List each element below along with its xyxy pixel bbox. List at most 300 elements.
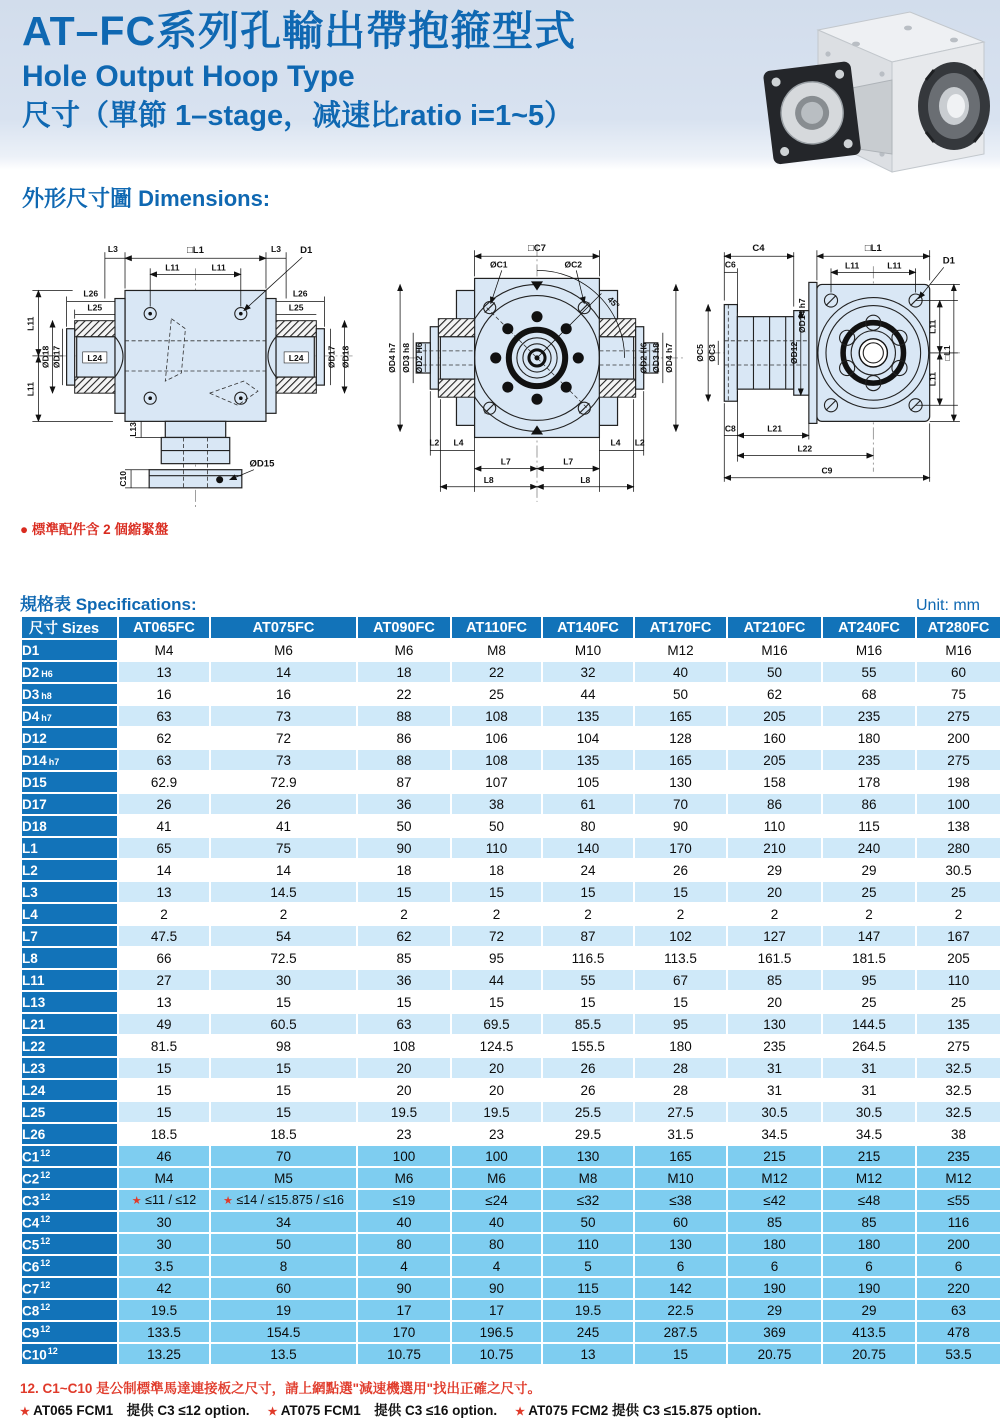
spec-value: 63 xyxy=(119,750,209,770)
spec-value: 73 xyxy=(211,750,356,770)
dim-label: L11 xyxy=(887,260,902,271)
spec-value: 30 xyxy=(119,1234,209,1254)
spec-value: 190 xyxy=(728,1278,821,1298)
dim-label: ØD17 xyxy=(326,345,337,369)
row-label: D3 h8 xyxy=(22,684,117,704)
spec-value: 20 xyxy=(452,1058,541,1078)
dimensions-heading: 外形尺寸圖 Dimensions: xyxy=(22,186,271,211)
table-row xyxy=(22,1014,1000,1034)
dim-label: ØD3 h8 xyxy=(401,342,412,373)
spec-value: 240 xyxy=(823,838,915,858)
dim-label: L13 xyxy=(128,422,139,437)
spec-value: 140 xyxy=(543,838,633,858)
dim-label: □L1 xyxy=(941,345,952,361)
spec-value: 155.5 xyxy=(543,1036,633,1056)
spec-value: 44 xyxy=(452,970,541,990)
footnote-c1-c10: 12. C1~C10 是公制標準馬達連接板之尺寸，請上網點選"減速機選用"找出正確之尺寸。 xyxy=(20,1381,541,1396)
spec-value: 30.5 xyxy=(823,1102,915,1122)
dim-label: L7 xyxy=(500,456,511,467)
spec-value: 15 xyxy=(635,992,726,1012)
table-row xyxy=(22,1102,1000,1122)
row-label: L21 xyxy=(22,1014,117,1034)
spec-value: 14.5 xyxy=(211,882,356,902)
spec-value: 86 xyxy=(358,728,450,748)
spec-value: 25 xyxy=(823,882,915,902)
dim-label: L3 xyxy=(107,244,118,255)
spec-value: 198 xyxy=(917,772,1000,792)
spec-value: 6 xyxy=(823,1256,915,1276)
dim-label: ØD4 h7 xyxy=(387,342,398,373)
spec-value: 18.5 xyxy=(211,1124,356,1144)
accessory-note: ● 標準配件含 2 個縮緊盤 xyxy=(20,522,169,537)
star-icon: ★ xyxy=(131,1195,142,1207)
spec-value: 2 xyxy=(823,904,915,924)
table-row xyxy=(22,1146,1000,1166)
spec-value: 205 xyxy=(728,750,821,770)
dim-label: L11 xyxy=(211,262,226,273)
spec-value: 26 xyxy=(119,794,209,814)
spec-value: 90 xyxy=(358,1278,450,1298)
table-row xyxy=(22,992,1000,1012)
spec-value: 19 xyxy=(211,1300,356,1320)
spec-value: 31 xyxy=(728,1080,821,1100)
spec-value: 50 xyxy=(358,816,450,836)
table-row xyxy=(22,684,1000,704)
spec-value: 15 xyxy=(119,1080,209,1100)
spec-value: 29 xyxy=(823,1300,915,1320)
spec-value: 20.75 xyxy=(728,1344,821,1364)
spec-value: 55 xyxy=(543,970,633,990)
row-label: L3 xyxy=(22,882,117,902)
spec-value: 115 xyxy=(543,1278,633,1298)
specs-table-header xyxy=(22,617,1000,638)
spec-value: 28 xyxy=(635,1058,726,1078)
dim-label: ØC1 xyxy=(489,259,508,270)
spec-value: M16 xyxy=(917,640,1000,660)
row-label: L23 xyxy=(22,1058,117,1078)
spec-value: 29 xyxy=(728,1300,821,1320)
spec-value: 41 xyxy=(119,816,209,836)
spec-value: 19.5 xyxy=(358,1102,450,1122)
spec-value: 69.5 xyxy=(452,1014,541,1034)
specs-table-body xyxy=(22,640,1000,1364)
footnote-option: ★ AT065 FCM1 提供 C3 ≤12 option. xyxy=(20,1403,250,1418)
spec-value: 16 xyxy=(119,684,209,704)
spec-value: 133.5 xyxy=(119,1322,209,1342)
spec-value: 17 xyxy=(358,1300,450,1320)
dim-label: L8 xyxy=(580,474,591,485)
spec-value: 200 xyxy=(917,1234,1000,1254)
spec-value: 49 xyxy=(119,1014,209,1034)
row-label: D2 H6 xyxy=(22,662,117,682)
spec-value: 15 xyxy=(211,1058,356,1078)
spec-value: 178 xyxy=(823,772,915,792)
spec-value: M12 xyxy=(728,1168,821,1188)
spec-value: 2 xyxy=(917,904,1000,924)
spec-value: 40 xyxy=(452,1212,541,1232)
spec-value: 8 xyxy=(211,1256,356,1276)
spec-value: 478 xyxy=(917,1322,1000,1342)
dim-label: L21 xyxy=(767,423,782,434)
spec-value: 60 xyxy=(917,662,1000,682)
spec-value: 34 xyxy=(211,1212,356,1232)
spec-value: 61 xyxy=(543,794,633,814)
spec-value: 47.5 xyxy=(119,926,209,946)
front-view-drawing xyxy=(12,222,380,514)
spec-value: 205 xyxy=(917,948,1000,968)
spec-value: 30 xyxy=(211,970,356,990)
spec-value: 15 xyxy=(211,1102,356,1122)
table-row xyxy=(22,662,1000,682)
row-label: $C4^{12}$ xyxy=(22,1212,117,1232)
spec-value: 2 xyxy=(728,904,821,924)
star-icon: ★ xyxy=(267,1406,278,1418)
spec-value: 20.75 xyxy=(823,1344,915,1364)
dim-label: C8 xyxy=(724,423,736,434)
table-row xyxy=(22,750,1000,770)
dim-label: L4 xyxy=(610,437,621,448)
dim-label: L2 xyxy=(634,437,645,448)
spec-value: 26 xyxy=(635,860,726,880)
dim-label: L11 xyxy=(25,382,36,397)
spec-value: M6 xyxy=(358,640,450,660)
spec-value: 116 xyxy=(917,1212,1000,1232)
row-label: L25 xyxy=(22,1102,117,1122)
spec-value: 130 xyxy=(635,1234,726,1254)
spec-value: 19.5 xyxy=(543,1300,633,1320)
model-column-header: AT240FC xyxy=(823,617,915,638)
spec-value: M12 xyxy=(917,1168,1000,1188)
spec-value: 22 xyxy=(452,662,541,682)
spec-value: 210 xyxy=(728,838,821,858)
spec-value: 68 xyxy=(823,684,915,704)
row-label: L8 xyxy=(22,948,117,968)
spec-value: 100 xyxy=(452,1146,541,1166)
spec-value: 25 xyxy=(823,992,915,1012)
spec-value: 18 xyxy=(358,662,450,682)
spec-value: 180 xyxy=(635,1036,726,1056)
spec-value: 85 xyxy=(728,970,821,990)
table-row xyxy=(22,838,1000,858)
spec-value: 32.5 xyxy=(917,1058,1000,1078)
spec-value: 73 xyxy=(211,706,356,726)
spec-value: 72.9 xyxy=(211,772,356,792)
row-label: $C9^{12}$ xyxy=(22,1322,117,1342)
spec-value: 63 xyxy=(917,1300,1000,1320)
spec-value: 15 xyxy=(452,882,541,902)
spec-value: 108 xyxy=(452,750,541,770)
row-label: D17 xyxy=(22,794,117,814)
spec-value: 25 xyxy=(452,684,541,704)
model-column-header: AT065FC xyxy=(119,617,209,638)
spec-value: 67 xyxy=(635,970,726,990)
spec-value: 20 xyxy=(728,882,821,902)
spec-value: 180 xyxy=(823,1234,915,1254)
table-row xyxy=(22,1080,1000,1100)
spec-value: 50 xyxy=(728,662,821,682)
dim-label: C6 xyxy=(724,259,736,270)
spec-value: 15 xyxy=(543,992,633,1012)
spec-value: 264.5 xyxy=(823,1036,915,1056)
spec-value: 31.5 xyxy=(635,1124,726,1144)
spec-value: 30.5 xyxy=(728,1102,821,1122)
spec-value: 116.5 xyxy=(543,948,633,968)
spec-value: 6 xyxy=(728,1256,821,1276)
model-column-header: AT075FC xyxy=(211,617,356,638)
spec-value: 31 xyxy=(823,1058,915,1078)
dimension-drawings xyxy=(12,222,988,516)
dim-label: D1 xyxy=(300,245,313,257)
spec-value: 38 xyxy=(917,1124,1000,1144)
spec-value: M12 xyxy=(635,640,726,660)
spec-value: 215 xyxy=(823,1146,915,1166)
spec-value: 32.5 xyxy=(917,1102,1000,1122)
spec-value: 2 xyxy=(211,904,356,924)
spec-value: 63 xyxy=(119,706,209,726)
spec-value: 25 xyxy=(917,882,1000,902)
spec-value: 4 xyxy=(452,1256,541,1276)
table-row xyxy=(22,948,1000,968)
spec-value: 100 xyxy=(917,794,1000,814)
table-row xyxy=(22,1234,1000,1254)
spec-value: 100 xyxy=(358,1146,450,1166)
footnote-option: ★ AT075 FCM1 提供 C3 ≤16 option. xyxy=(267,1403,498,1418)
spec-value: 88 xyxy=(358,750,450,770)
table-row xyxy=(22,640,1000,660)
spec-value: 95 xyxy=(635,1014,726,1034)
spec-value: 50 xyxy=(543,1212,633,1232)
spec-value: 23 xyxy=(452,1124,541,1144)
spec-value: 196.5 xyxy=(452,1322,541,1342)
spec-value: 13.5 xyxy=(211,1344,356,1364)
dim-label: C10 xyxy=(118,470,129,487)
model-column-header: AT110FC xyxy=(452,617,541,638)
spec-value: 55 xyxy=(823,662,915,682)
row-label: D1 xyxy=(22,640,117,660)
spec-value: 63 xyxy=(358,1014,450,1034)
spec-value: M8 xyxy=(543,1168,633,1188)
spec-value: 110 xyxy=(728,816,821,836)
spec-value: 32 xyxy=(543,662,633,682)
spec-value: 62 xyxy=(119,728,209,748)
spec-value: 124.5 xyxy=(452,1036,541,1056)
row-label: D15 xyxy=(22,772,117,792)
row-label: $C10^{12}$ xyxy=(22,1344,117,1364)
page-header xyxy=(22,6,576,134)
table-row xyxy=(22,1278,1000,1298)
dim-label: L4 xyxy=(453,437,464,448)
table-row xyxy=(22,1322,1000,1342)
spec-value: 20 xyxy=(452,1080,541,1100)
dim-label: ØD17 xyxy=(51,345,62,369)
spec-value: 30 xyxy=(119,1212,209,1232)
spec-value: M16 xyxy=(823,640,915,660)
spec-value: 25.5 xyxy=(543,1102,633,1122)
table-row xyxy=(22,1036,1000,1056)
table-row xyxy=(22,1190,1000,1210)
table-row xyxy=(22,882,1000,902)
star-icon: ★ xyxy=(223,1195,233,1207)
dim-label: ØD18 xyxy=(40,345,51,369)
dim-label: ØD3 h8 xyxy=(650,342,661,373)
spec-value: 107 xyxy=(452,772,541,792)
spec-value: 15 xyxy=(119,1102,209,1122)
spec-value: 245 xyxy=(543,1322,633,1342)
product-photo xyxy=(758,2,994,192)
spec-value: ≤19 xyxy=(358,1190,450,1210)
spec-value: 60.5 xyxy=(211,1014,356,1034)
row-label: $C3^{12}$ xyxy=(22,1190,117,1210)
spec-value: 235 xyxy=(728,1036,821,1056)
spec-value: M6 xyxy=(358,1168,450,1188)
table-row xyxy=(22,816,1000,836)
spec-value: 15 xyxy=(119,1058,209,1078)
spec-value: 170 xyxy=(358,1322,450,1342)
spec-value: 80 xyxy=(543,816,633,836)
spec-value: 30.5 xyxy=(917,860,1000,880)
dim-label: L2 xyxy=(429,437,440,448)
spec-value: 40 xyxy=(635,662,726,682)
spec-value: 135 xyxy=(543,750,633,770)
spec-value: 130 xyxy=(728,1014,821,1034)
spec-value: ≤24 xyxy=(452,1190,541,1210)
spec-value: 135 xyxy=(543,706,633,726)
spec-value: 3.5 xyxy=(119,1256,209,1276)
dim-label: ØD12 xyxy=(788,341,799,365)
spec-value: 6 xyxy=(635,1256,726,1276)
spec-value: 13 xyxy=(119,662,209,682)
table-row xyxy=(22,904,1000,924)
spec-value: 53.5 xyxy=(917,1344,1000,1364)
spec-value: 27 xyxy=(119,970,209,990)
page-title: AT–FC系列孔輸出帶抱箍型式 xyxy=(22,8,577,54)
row-label: L1 xyxy=(22,838,117,858)
spec-value: 15 xyxy=(635,1344,726,1364)
spec-value: 85.5 xyxy=(543,1014,633,1034)
row-label: $C2^{12}$ xyxy=(22,1168,117,1188)
specs-heading: 規格表 Specifications: xyxy=(20,595,197,614)
unit-label: Unit: mm xyxy=(916,597,980,614)
row-label: L13 xyxy=(22,992,117,1012)
spec-value: 15 xyxy=(211,992,356,1012)
spec-value: 220 xyxy=(917,1278,1000,1298)
spec-value: 23 xyxy=(358,1124,450,1144)
table-row xyxy=(22,1344,1000,1364)
dim-label: ØC5 xyxy=(695,344,706,362)
spec-value: 205 xyxy=(728,706,821,726)
row-label: L22 xyxy=(22,1036,117,1056)
spec-value: 80 xyxy=(452,1234,541,1254)
spec-value: 235 xyxy=(823,750,915,770)
spec-value: 22.5 xyxy=(635,1300,726,1320)
model-column-header: AT210FC xyxy=(728,617,821,638)
spec-value: 6 xyxy=(917,1256,1000,1276)
spec-value: 158 xyxy=(728,772,821,792)
dim-label: ØD14 h7 xyxy=(796,298,807,333)
spec-value: M8 xyxy=(452,640,541,660)
right-clamp xyxy=(599,319,657,398)
spec-value: ≤55 xyxy=(917,1190,1000,1210)
spec-value: 18 xyxy=(452,860,541,880)
row-label: L7 xyxy=(22,926,117,946)
spec-value: ≤48 xyxy=(823,1190,915,1210)
spec-value: 2 xyxy=(358,904,450,924)
dim-label: C4 xyxy=(752,243,765,255)
spec-value: 16 xyxy=(211,684,356,704)
spec-value: 36 xyxy=(358,970,450,990)
spec-value: 13 xyxy=(543,1344,633,1364)
spec-value: 86 xyxy=(823,794,915,814)
spec-value: 98 xyxy=(211,1036,356,1056)
table-row xyxy=(22,1212,1000,1232)
spec-value: 34.5 xyxy=(823,1124,915,1144)
spec-value: 181.5 xyxy=(823,948,915,968)
table-row xyxy=(22,1124,1000,1144)
spec-value: 44 xyxy=(543,684,633,704)
dim-label: □L1 xyxy=(864,243,882,255)
spec-value: 275 xyxy=(917,1036,1000,1056)
model-column-header: AT280FC xyxy=(917,617,1000,638)
spec-value: 50 xyxy=(452,816,541,836)
spec-value: 26 xyxy=(543,1058,633,1078)
star-icon: ★ xyxy=(515,1406,525,1418)
spec-value: 18 xyxy=(358,860,450,880)
spec-value: 32.5 xyxy=(917,1080,1000,1100)
spec-value: 167 xyxy=(917,926,1000,946)
spec-value: 15 xyxy=(358,992,450,1012)
spec-value: 19.5 xyxy=(452,1102,541,1122)
dim-label: 45° xyxy=(605,294,622,311)
spec-value: 75 xyxy=(917,684,1000,704)
spec-value: ≤38 xyxy=(635,1190,726,1210)
spec-value: ≤32 xyxy=(543,1190,633,1210)
spec-value: 95 xyxy=(452,948,541,968)
row-label: $C1^{12}$ xyxy=(22,1146,117,1166)
spec-value: 110 xyxy=(917,970,1000,990)
spec-value: M4 xyxy=(119,640,209,660)
row-label: $C6^{12}$ xyxy=(22,1256,117,1276)
dim-label: ØD18 xyxy=(340,345,351,369)
dim-label: L24 xyxy=(87,352,103,363)
row-label: L24 xyxy=(22,1080,117,1100)
row-label: D14 h7 xyxy=(22,750,117,770)
spec-value: 2 xyxy=(635,904,726,924)
spec-value: 20 xyxy=(728,992,821,1012)
spec-value: M10 xyxy=(635,1168,726,1188)
spec-value: 29 xyxy=(823,860,915,880)
spec-value: 26 xyxy=(543,1080,633,1100)
dim-label: L25 xyxy=(87,302,103,313)
spec-value: 36 xyxy=(358,794,450,814)
table-row xyxy=(22,926,1000,946)
spec-value: 110 xyxy=(452,838,541,858)
spec-value: 104 xyxy=(543,728,633,748)
spec-value: 15 xyxy=(452,992,541,1012)
spec-value: 70 xyxy=(635,794,726,814)
spec-value: M6 xyxy=(452,1168,541,1188)
dim-label: C9 xyxy=(821,465,833,476)
spec-value: 215 xyxy=(728,1146,821,1166)
spec-value: 110 xyxy=(543,1234,633,1254)
spec-value: 81.5 xyxy=(119,1036,209,1056)
row-label: L11 xyxy=(22,970,117,990)
spec-value: 275 xyxy=(917,750,1000,770)
spec-value: 200 xyxy=(917,728,1000,748)
row-label: $C8^{12}$ xyxy=(22,1300,117,1320)
spec-value: 46 xyxy=(119,1146,209,1166)
spec-value: 62.9 xyxy=(119,772,209,792)
page-subtitle-en: Hole Output Hoop Type xyxy=(22,60,355,94)
